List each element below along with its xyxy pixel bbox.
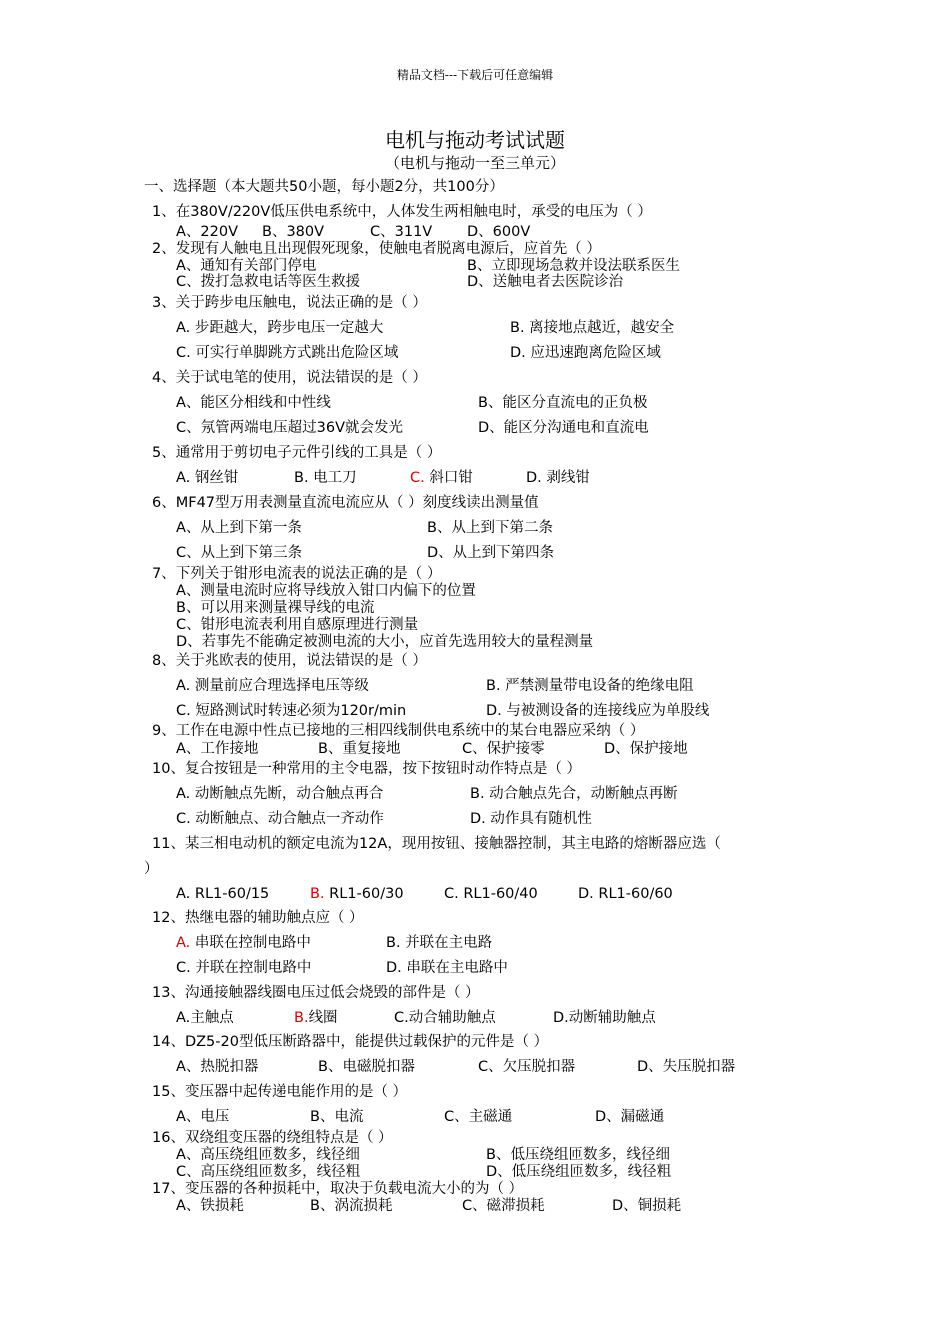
- question-11-option-b-text: RL1-60/30: [324, 886, 404, 902]
- page-subtitle: （电机与拖动一至三单元）: [384, 154, 565, 172]
- question-1-option-b: B、380V: [262, 224, 325, 240]
- question-15-option-d: D、漏磁通: [595, 1109, 665, 1125]
- question-2-option-b: B、立即现场急救并设法联系医生: [467, 258, 680, 274]
- question-15-option-c: C、主磁通: [444, 1109, 513, 1125]
- question-11-option-a: A. RL1-60/15: [176, 886, 270, 902]
- question-6-stem: 6、MF47型万用表测量直流电流应从（ ）刻度线读出测量值: [152, 495, 539, 511]
- question-4-option-a: A、能区分相线和中性线: [176, 395, 331, 411]
- question-3-stem: 3、关于跨步电压触电，说法正确的是（ ）: [152, 295, 427, 311]
- question-17-option-d: D、铜损耗: [612, 1198, 682, 1214]
- question-14-option-a: A、热脱扣器: [176, 1059, 259, 1075]
- section-heading: 一、选择题（本大题共50小题，每小题2分，共100分）: [144, 179, 504, 195]
- question-4-option-c: C、氖管两端电压超过36V就会发光: [176, 420, 403, 436]
- question-4-option-b: B、能区分直流电的正负极: [478, 395, 648, 411]
- question-8-option-b: B. 严禁测量带电设备的绝缘电阻: [486, 678, 694, 694]
- question-1-option-d: D、600V: [467, 224, 531, 240]
- question-7-option-a: A、测量电流时应将导线放入钳口内偏下的位置: [176, 583, 476, 599]
- question-11-option-c: C. RL1-60/40: [444, 886, 538, 902]
- question-9-option-a: A、工作接地: [176, 741, 259, 757]
- question-12-stem: 12、热继电器的辅助触点应（ ）: [152, 910, 364, 926]
- question-5-option-b: B. 电工刀: [294, 470, 357, 486]
- question-13-stem: 13、沟通接触器线圈电压过低会烧毁的部件是（ ）: [152, 985, 480, 1001]
- question-13-option-b: [294, 1009, 338, 1027]
- question-5-option-c: [410, 469, 473, 487]
- question-14-stem: 14、DZ5-20型低压断路器中，能提供过载保护的元件是（ ）: [152, 1034, 549, 1050]
- question-13-option-b-letter: B.: [294, 1010, 309, 1026]
- question-9-option-d: D、保护接地: [604, 741, 688, 757]
- question-17-option-a: A、铁损耗: [176, 1198, 244, 1214]
- question-12-option-b: B. 并联在主电路: [386, 935, 493, 951]
- question-8-option-c: C. 短路测试时转速必须为120r/min: [176, 703, 407, 719]
- question-6-option-c: C、从上到下第三条: [176, 545, 303, 561]
- question-12-option-c: C. 并联在控制电路中: [176, 960, 312, 976]
- page-header: 精品文档---下载后可任意编辑: [396, 68, 554, 82]
- question-7-option-b: B、可以用来测量裸导线的电流: [176, 600, 375, 616]
- question-12-option-a-letter: A.: [176, 935, 191, 951]
- question-17-stem: 17、变压器的各种损耗中，取决于负载电流大小的为（ ）: [152, 1181, 524, 1197]
- question-11-option-b: [310, 885, 404, 903]
- question-7-option-c: C、钳形电流表利用自感原理进行测量: [176, 617, 419, 633]
- question-16-option-b: B、低压绕组匝数多，线径细: [486, 1147, 670, 1163]
- question-8-option-a: A. 测量前应合理选择电压等级: [176, 678, 369, 694]
- question-13-option-b-text: 线圈: [308, 1010, 338, 1026]
- question-14-option-c: C、欠压脱扣器: [478, 1059, 576, 1075]
- question-6-option-a: A、从上到下第一条: [176, 520, 302, 536]
- question-11-option-b-letter: B.: [310, 886, 325, 902]
- question-16-option-c: C、高压绕组匝数多，线径粗: [176, 1164, 361, 1180]
- question-4-stem: 4、关于试电笔的使用，说法错误的是（ ）: [152, 370, 427, 386]
- question-5-option-c-letter: C.: [410, 470, 425, 486]
- question-16-stem: 16、双绕组变压器的绕组特点是（ ）: [152, 1130, 393, 1146]
- question-13-option-c: C.动合辅助触点: [394, 1010, 496, 1026]
- question-10-option-b: B. 动合触点先合，动断触点再断: [470, 786, 678, 802]
- question-14-option-d: D、失压脱扣器: [637, 1059, 736, 1075]
- question-10-option-a: A. 动断触点先断，动合触点再合: [176, 786, 384, 802]
- question-8-stem: 8、关于兆欧表的使用，说法错误的是（ ）: [152, 653, 427, 669]
- question-17-option-c: C、磁滞损耗: [462, 1198, 545, 1214]
- question-3-option-d: D. 应迅速跑离危险区域: [510, 345, 661, 361]
- question-14-option-b: B、电磁脱扣器: [318, 1059, 415, 1075]
- question-16-option-a: A、高压绕组匝数多，线径细: [176, 1147, 360, 1163]
- question-13-option-d: D.动断辅助触点: [553, 1010, 656, 1026]
- question-5-stem: 5、通常用于剪切电子元件引线的工具是（ ）: [152, 445, 442, 461]
- question-5-option-a: A. 钢丝钳: [176, 470, 239, 486]
- question-2-option-c: C、拨打急救电话等医生救援: [176, 274, 361, 290]
- question-1-stem: 1、在380V/220V低压供电系统中，人体发生两相触电时，承受的电压为（ ）: [152, 204, 652, 220]
- question-1-option-a: A、220V: [176, 224, 239, 240]
- question-11-option-d: D. RL1-60/60: [578, 886, 673, 902]
- question-13-option-a: A.主触点: [176, 1010, 234, 1026]
- question-11-stem-end: ）: [144, 861, 159, 877]
- question-3-option-c: C. 可实行单脚跳方式跳出危险区域: [176, 345, 399, 361]
- question-12-option-a-text: 串联在控制电路中: [190, 935, 311, 951]
- question-1-option-c: C、311V: [370, 224, 433, 240]
- question-3-option-a: A. 步距越大，跨步电压一定越大: [176, 320, 384, 336]
- question-9-option-c: C、保护接零: [462, 741, 545, 757]
- question-15-stem: 15、变压器中起传递电能作用的是（ ）: [152, 1084, 408, 1100]
- question-9-option-b: B、重复接地: [318, 741, 401, 757]
- question-15-option-b: B、电流: [310, 1109, 364, 1125]
- question-6-option-d: D、从上到下第四条: [427, 545, 555, 561]
- question-6-option-b: B、从上到下第二条: [427, 520, 553, 536]
- question-2-stem: 2、发现有人触电且出现假死现象，使触电者脱离电源后，应首先（ ）: [152, 241, 601, 257]
- question-4-option-d: D、能区分沟通电和直流电: [478, 420, 649, 436]
- question-10-option-d: D. 动作具有随机性: [470, 811, 592, 827]
- question-10-stem: 10、复合按钮是一种常用的主令电器，按下按钮时动作特点是（ ）: [152, 761, 582, 777]
- question-11-stem: 11、某三相电动机的额定电流为12A，现用按钮、接触器控制，其主电路的熔断器应选（: [152, 836, 721, 852]
- question-2-option-d: D、送触电者去医院诊治: [467, 274, 624, 290]
- question-3-option-b: B. 离接地点越近，越安全: [510, 320, 675, 336]
- question-2-option-a: A、通知有关部门停电: [176, 258, 317, 274]
- question-17-option-b: B、涡流损耗: [310, 1198, 393, 1214]
- question-7-option-d: D、若事先不能确定被测电流的大小，应首先选用较大的量程测量: [176, 634, 594, 650]
- question-10-option-c: C. 动断触点、动合触点一齐动作: [176, 811, 384, 827]
- question-15-option-a: A、电压: [176, 1109, 230, 1125]
- question-9-stem: 9、工作在电源中性点已接地的三相四线制供电系统中的某台电器应采纳（ ）: [152, 723, 645, 739]
- page-title: 电机与拖动考试试题: [385, 128, 565, 152]
- question-8-option-d: D. 与被测设备的连接线应为单股线: [486, 703, 710, 719]
- question-12-option-d: D. 串联在主电路中: [386, 960, 508, 976]
- question-12-option-a: [176, 934, 311, 952]
- question-16-option-d: D、低压绕组匝数多，线径粗: [486, 1164, 672, 1180]
- question-5-option-c-text: 斜口钳: [424, 470, 473, 486]
- question-7-stem: 7、下列关于钳形电流表的说法正确的是（ ）: [152, 566, 442, 582]
- question-5-option-d: D. 剥线钳: [526, 470, 590, 486]
